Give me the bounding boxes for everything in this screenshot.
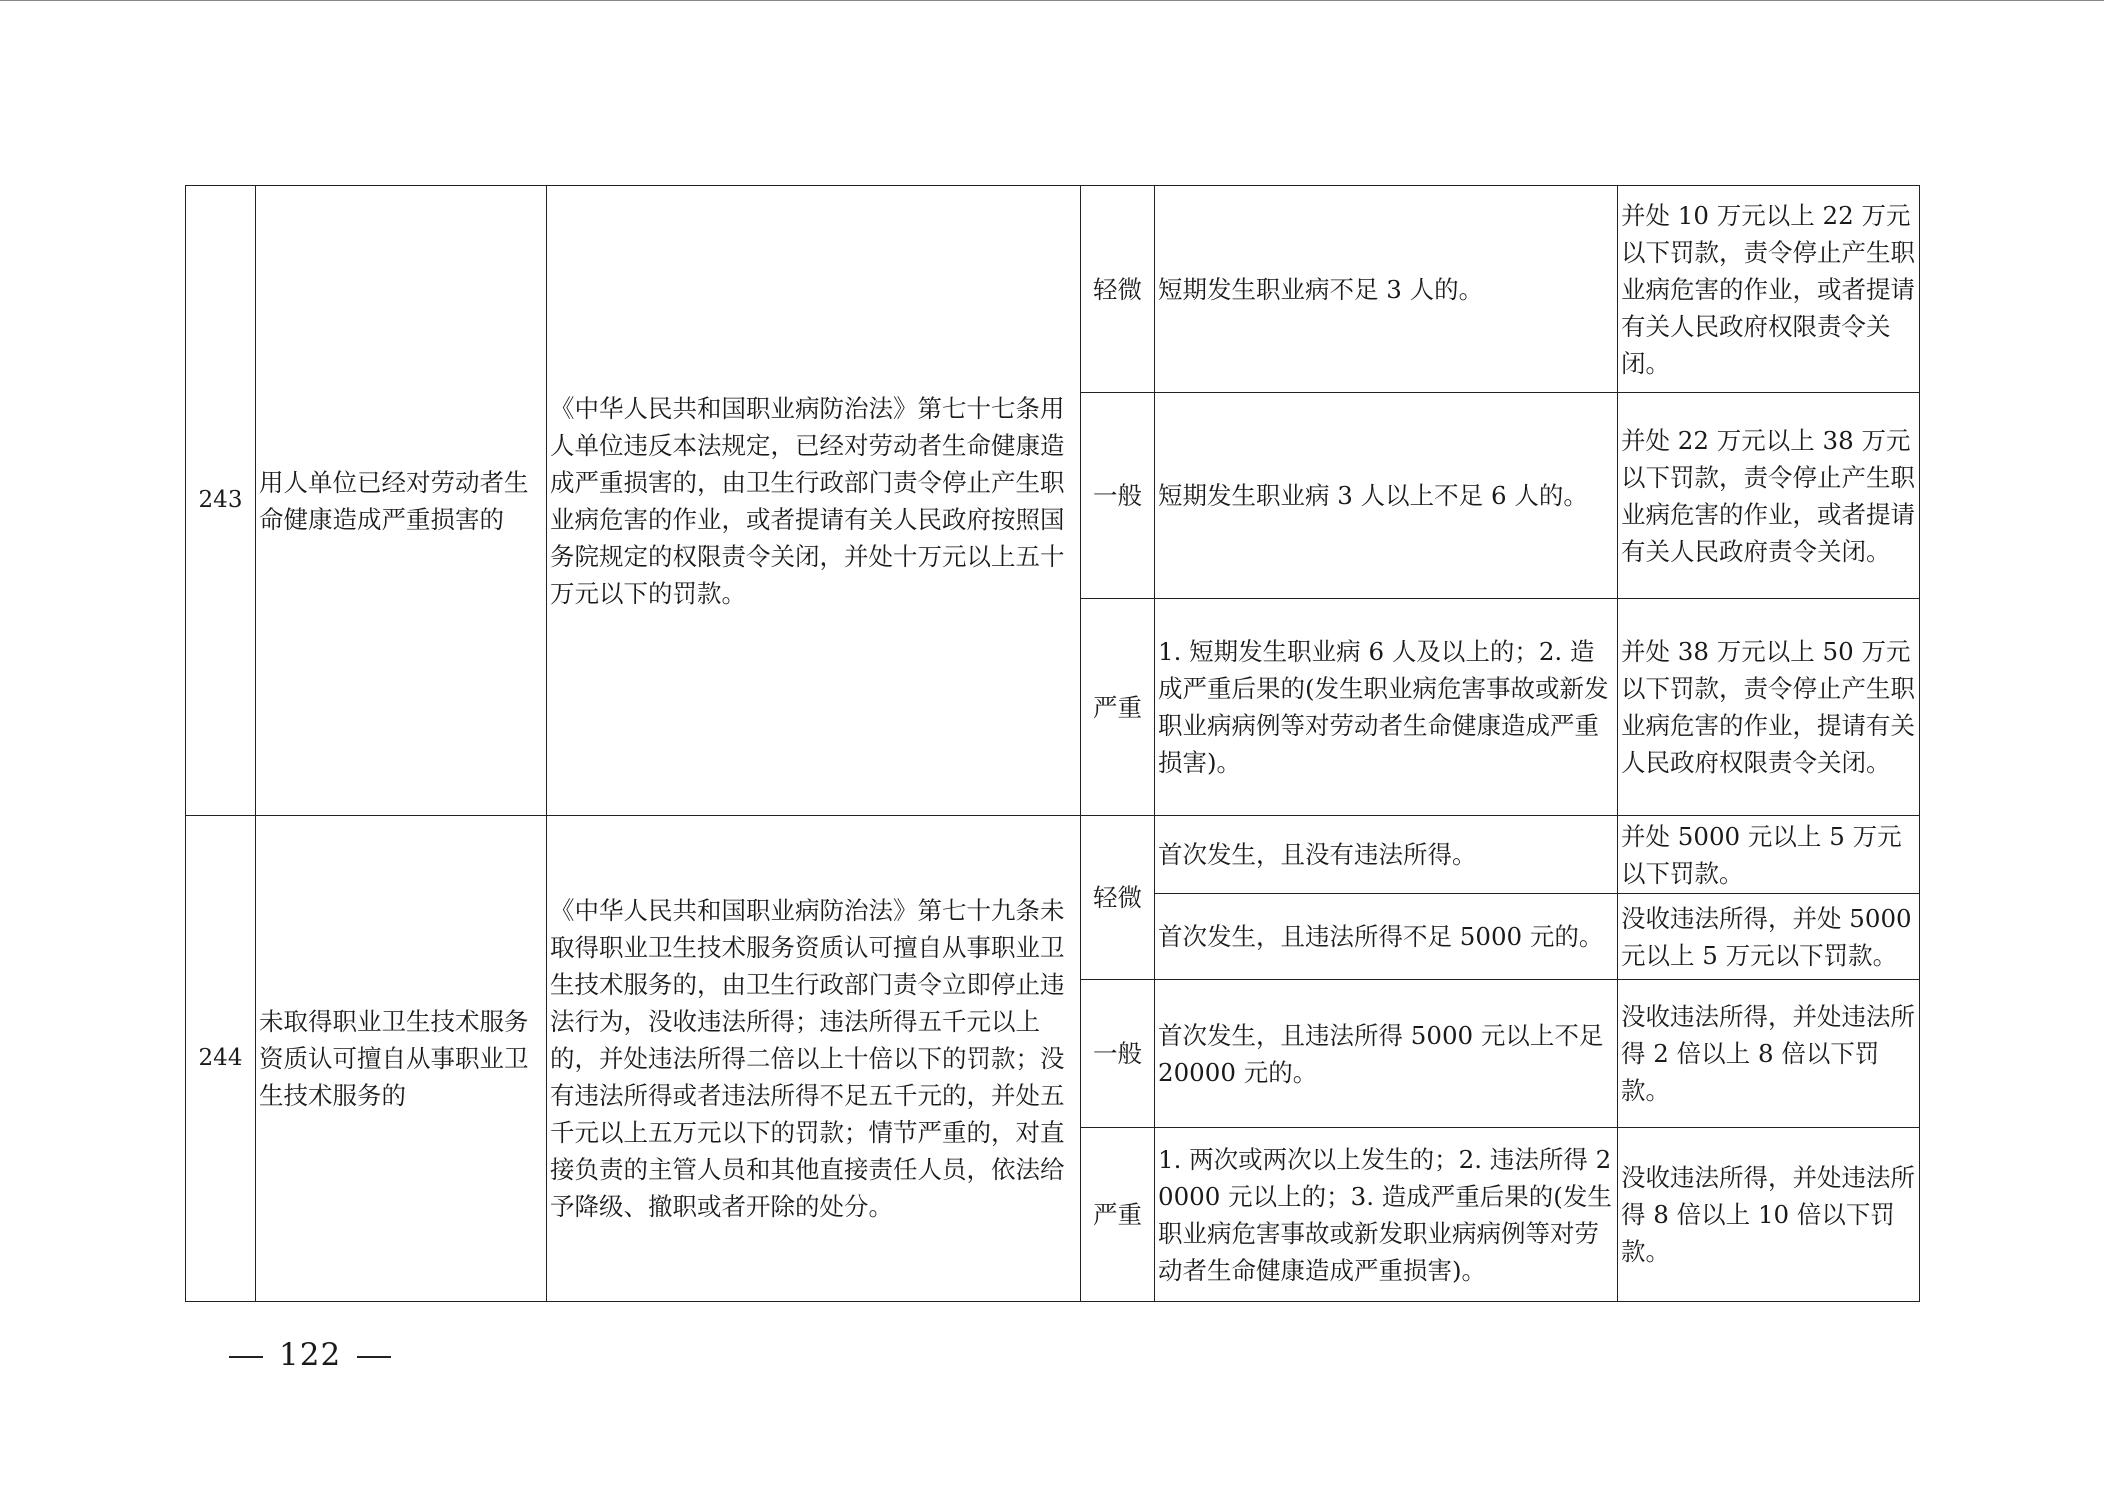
penalty-standard: 没收违法所得，并处 5000 元以上 5 万元以下罚款。 (1618, 894, 1920, 980)
violation-condition: 首次发生，且违法所得 5000 元以上不足 20000 元的。 (1155, 980, 1618, 1128)
violation-condition: 首次发生，且没有违法所得。 (1155, 816, 1618, 894)
penalty-standard: 并处 10 万元以上 22 万元以下罚款，责令停止产生职业病危害的作业，或者提请有关人民政府权限责令关闭。 (1618, 186, 1920, 393)
severity-level: 一般 (1081, 980, 1155, 1128)
severity-level: 一般 (1081, 393, 1155, 599)
top-border-line (0, 0, 2104, 1)
severity-level: 轻微 (1081, 816, 1155, 980)
penalty-standards-table (185, 185, 1920, 1302)
item-number: 244 (186, 816, 256, 1302)
page-dash-left (229, 1356, 263, 1358)
penalty-standard: 并处 5000 元以上 5 万元以下罚款。 (1618, 816, 1920, 894)
legal-basis: 《中华人民共和国职业病防治法》第七十七条用人单位违反本法规定，已经对劳动者生命健康造成严重损害的，由卫生行政部门责令停止产生职业病危害的作业，或者提请有关人民政府按照国务院规定的权限责令关闭，并处十万元以上五十万元以下的罚款。 (547, 186, 1081, 816)
item-number: 243 (186, 186, 256, 816)
penalty-standard: 并处 22 万元以上 38 万元以下罚款，责令停止产生职业病危害的作业，或者提请有关人民政府责令关闭。 (1618, 393, 1920, 599)
violation-name: 用人单位已经对劳动者生命健康造成严重损害的 (256, 186, 547, 816)
penalty-standard: 并处 38 万元以上 50 万元以下罚款，责令停止产生职业病危害的作业，提请有关人民政府权限责令关闭。 (1618, 599, 1920, 816)
table-row (186, 816, 1920, 894)
penalty-standard: 没收违法所得，并处违法所得 2 倍以上 8 倍以下罚款。 (1618, 980, 1920, 1128)
violation-condition: 1. 短期发生职业病 6 人及以上的；2. 造成严重后果的(发生职业病危害事故或新发职业病病例等对劳动者生命健康造成严重损害)。 (1155, 599, 1618, 816)
page-number-text: 122 (279, 1337, 342, 1373)
violation-name: 未取得职业卫生技术服务资质认可擅自从事职业卫生技术服务的 (256, 816, 547, 1302)
table-row (186, 186, 1920, 393)
severity-level: 轻微 (1081, 186, 1155, 393)
violation-condition: 1. 两次或两次以上发生的；2. 违法所得 20000 元以上的；3. 造成严重后果的(发生职业病危害事故或新发职业病病例等对劳动者生命健康造成严重损害)。 (1155, 1128, 1618, 1302)
violation-condition: 短期发生职业病 3 人以上不足 6 人的。 (1155, 393, 1618, 599)
penalty-standard: 没收违法所得，并处违法所得 8 倍以上 10 倍以下罚款。 (1618, 1128, 1920, 1302)
page-number (213, 1337, 407, 1373)
legal-basis: 《中华人民共和国职业病防治法》第七十九条未取得职业卫生技术服务资质认可擅自从事职业卫生技术服务的，由卫生行政部门责令立即停止违法行为，没收违法所得；违法所得五千元以上的，并处违法所得二倍以上十倍以下的罚款；没有违法所得或者违法所得不足五千元的，并处五千元以上五万元以下的罚款；情节严重的，对直接负责的主管人员和其他直接责任人员，依法给予降级、撤职或者开除的处分。 (547, 816, 1081, 1302)
violation-condition: 短期发生职业病不足 3 人的。 (1155, 186, 1618, 393)
severity-level: 严重 (1081, 599, 1155, 816)
violation-condition: 首次发生，且违法所得不足 5000 元的。 (1155, 894, 1618, 980)
page-dash-right (357, 1356, 391, 1358)
severity-level: 严重 (1081, 1128, 1155, 1302)
